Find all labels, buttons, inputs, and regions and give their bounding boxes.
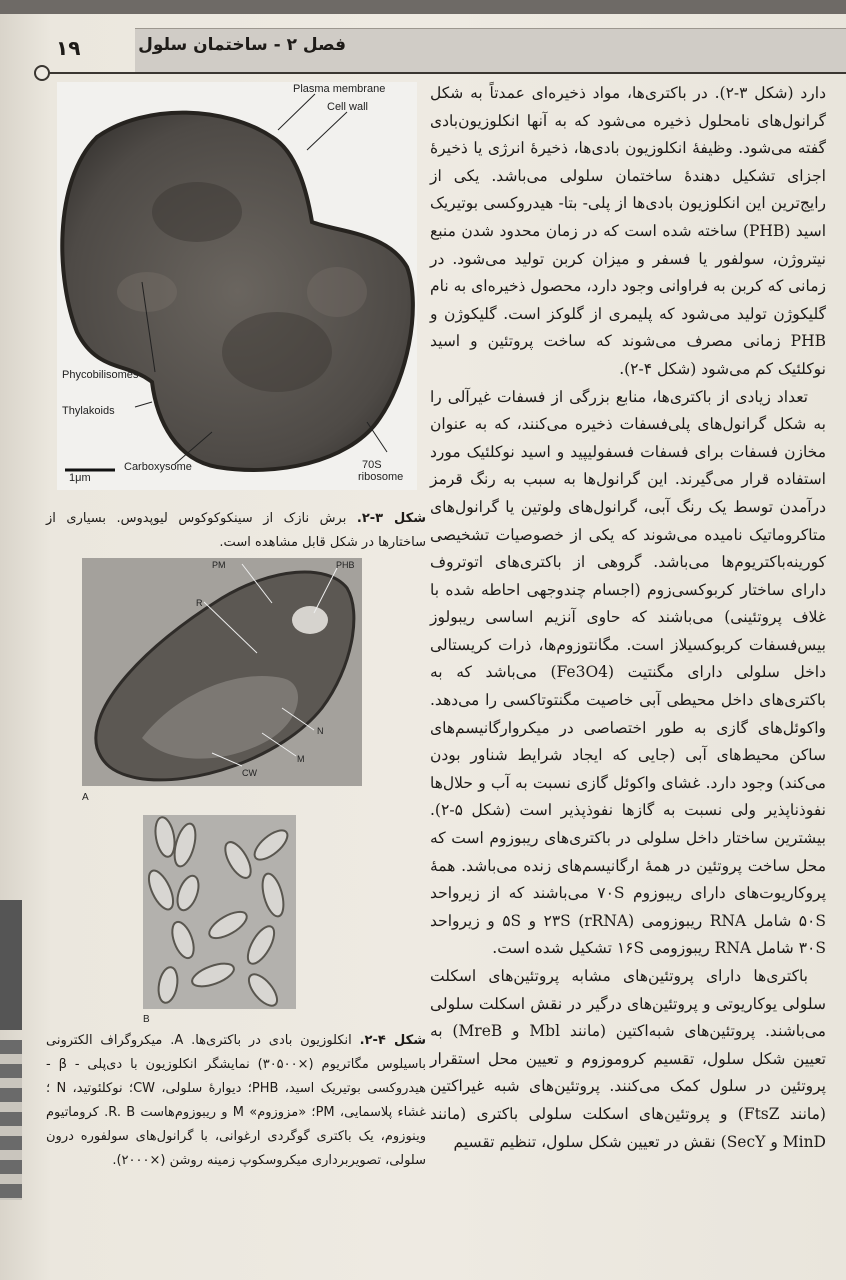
micrograph-a-drawing [82,558,362,786]
figure-synechococcus-micrograph [57,82,417,490]
thumb-tab-striped [0,1040,22,1200]
label-cell-wall: Cell wall [327,101,368,113]
micrograph-b-drawing [143,815,296,1009]
label-70s: 70S [362,459,382,471]
figure-chromatium-micrograph [143,815,296,1009]
paragraph-inclusion-bodies: دارد (شکل ۳-۲). در باکتری‌ها، مواد ذخیره‌ای عمدتاً به شکل گرانول‌های نامحلول ذخیره می‌شود که به آنها انکلوزیون‌بادی گفته می‌شود. وظیفهٔ انکلوزیون بادی‌ها، ذخیرهٔ انرژی یا ذخیرهٔ اجزای تشکیل دهندهٔ ساختمان سلولی می‌باشد. یکی از رایج‌ترین این انکلوزیون بادی‌ها از پلی- بتا- هیدروکسی بوتیریک اسید (PHB) ساخته شده است که در زمان محدود شدن منبع نیتروژن، سولفور یا فسفر و میزان کربن تولید می‌شود. در زمانی که کربن به فراوانی وجود دارد، محصول ذخیره‌ای به نام گلیکوژن تولید می‌شود که پلیمری از گلوکز است. گلیکوژن و PHB زمانی مصرف می‌شوند که ساخت پروتئین و اسید نوکلئیک کم می‌شود (شکل ۴-۲). [430,84,827,378]
page-number: ۱۹ [56,36,81,60]
paragraph-polyphosphate: تعداد زیادی از باکتری‌ها، منابع بزرگی از فسفات غیرآلی را به شکل گرانول‌های پلی‌فسفات ذخیره می‌کنند، که به عنوان مخازن فسفات برای فسفات فسفولیپید و اسید نوکلئیک مورد استفاده قرار می‌گیرند. این گرانول‌ها به سبب به رنگ قرمز درآمدن توسط یک رنگ آبی، گرانول‌های ولوتین یا گرانول‌های متاکروماتیک نامیده می‌شوند که یکی از خصوصیات تشخیصی کورینه‌باکتریوم‌ها می‌باشد. گروهی از باکتری‌های اتوتروف دارای ساختار کربوکسی‌زوم (اجسام چندوجهی احاطه شده با غلاف پروتئینی) می‌باشند که حاوی آنزیم اساسی ریبولوز بیس‌فسفات کربوکسیلاز است. مگانتوزوم‌ها، ذرات کریستالی داخل سلولی دارای مگنتیت (Fe3O4) می‌باشد که به باکتری‌های داخل محیطی آبی خاصیت مگنتوتاکسی را می‌دهد. واکوئل‌های گازی به طور اختصاصی در میکروارگانیسم‌های ساکن محیط‌های آبی (جایی که ایجاد شرایط شناور بودن می‌کند) وجود دارد. غشای واکوئل گازی نسبت به آب و حلال‌ها نفوذناپذیر ولی نسبت به گازها نفوذپذیر است (شکل ۵-۲). بیشترین ساختار داخل سلولی در باکتری‌های ریبوزوم است که محل ساخت پروتئین در همهٔ ارگانیسم‌های زنده می‌باشد. همهٔ پروکاریوت‌های دارای ریبوزوم ۷۰S می‌باشند که از زیرواحد ۵۰S شامل RNA ریبوزومی (rRNA) ۲۳S و ۵S و زیرواحد ۳۰S شامل RNA ریبوزومی ۱۶S تشکیل شده است. [430,387,827,958]
scale-bar-label: 1μm [69,472,91,484]
label-thylakoids: Thylakoids [62,405,115,417]
label-ribosome: ribosome [358,471,404,483]
body-text-column [430,80,826,1156]
label-phb: PHB [336,560,355,570]
caption-heading: شکل ۴-۲. [359,1033,426,1048]
label-r: R [196,598,203,608]
chapter-title: فصل ۲ - ساختمان سلول [138,35,346,55]
label-cw: CW [242,768,257,778]
label-carboxysome: Carboxysome [124,461,192,473]
label-plasma-membrane: Plasma membrane [293,83,386,95]
panel-a-label: A [82,792,89,803]
paragraph-cytoskeleton: باکتری‌ها دارای پروتئین‌های مشابه پروتئین‌های اسکلت سلولی یوکاریوتی و پروتئین‌های درگیر در نقش اسکلت سلولی می‌باشند. پروتئین‌های شبه‌اکتین (مانند Mbl و MreB) به تعیین شکل سلول، تقسیم کروموزوم و تعیین محل استقرار پروتئین در سلول کمک می‌کنند. پروتئین‌های شبه غیراکتین (مانند FtsZ) و پروتئین‌های اسکلت سلولی باکتری (مانند MinD و SecY) نقش در تعیین شکل سلول، تنظیم تقسیم [430,967,826,1151]
header-rule-dot [34,65,50,81]
thumb-tab [0,900,22,1030]
caption-text: برش نازک از سینکوکوکوس لیوپدوس. بسیاری از ساختارها در شکل قابل مشاهده است. [46,511,426,550]
label-phycobilisomes: Phycobilisomes [62,369,139,381]
label-n: N [317,726,324,736]
figure-2-4-caption [46,1029,426,1173]
caption-text: انکلوزیون بادی در باکتری‌ها. A. میکروگراف الکترونی باسیلوس مگاتریوم (×۳۰۵۰۰) نمایشگر انکلوزیون با دی‌پلی - β - هیدروکسی بوتیریک اسید، PHB؛ دیوارهٔ سلولی، CW؛ نوکلئوتید، N ؛ غشاء پلاسمایی، PM؛ «مزوزوم» M و ریبوزوم‌هاست R. B. کروماتیوم وینوزوم، یک باکتری گوگردی ارغوانی، با گرانول‌های سولفوره درون سلولی، تصویربرداری میکروسکوپ زمینه روشن (×۲۰۰۰). [46,1033,426,1168]
label-m: M [297,754,305,764]
top-shadow-band [0,0,846,14]
figure-2-3-caption [46,507,426,555]
panel-b-label: B [143,1014,150,1025]
figure-bacillus-micrograph [82,558,362,786]
label-pm: PM [212,560,226,570]
caption-heading: شکل ۳-۲. [356,511,426,526]
micrograph-drawing [57,82,417,490]
header-rule [42,72,846,74]
